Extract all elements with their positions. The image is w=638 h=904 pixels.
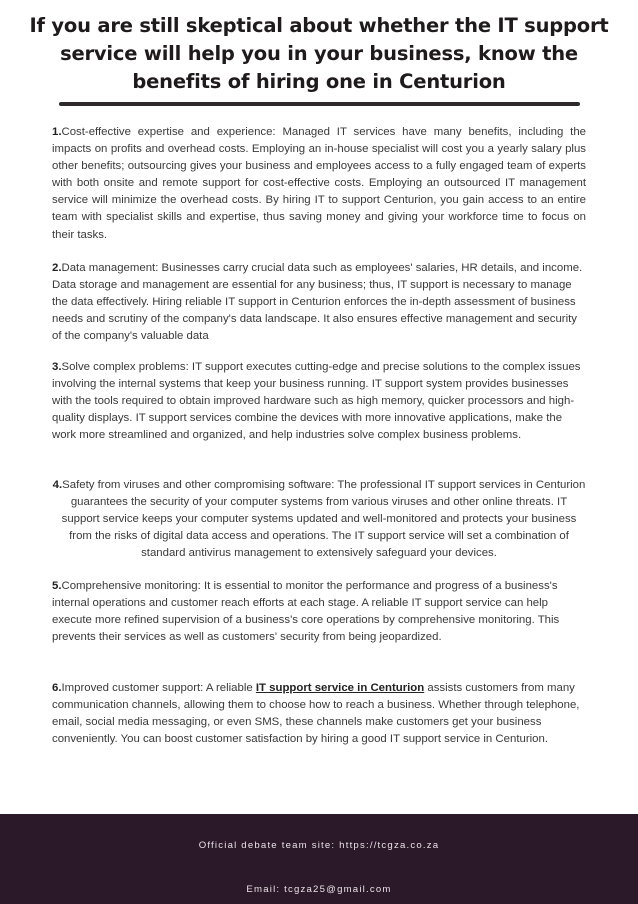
footer-email: Email: tcgza25@gmail.com [246, 884, 392, 895]
benefit-text: Data management: Businesses carry crucial data such as employees' salaries, HR details, and income. Data storage and management are essential for any business; thus, IT support is necessary to manage the data effectively. Hiring reliable IT support in Centurion enforces the in-depth assessment of business needs and scrutiny of the company's data landscape. It also ensures effective management and security of the company's valuable data [52, 262, 583, 343]
benefit-text: Cost-effective expertise and experience: Managed IT services have many benefits, including the impacts on profits and overhead costs. Employing an in-house specialist will cost you a yearly salary plus other benefits; outsourcing gives your business and employees access to a fully engaged team of experts with both onsite and remote support for cost-effective costs. Employing an outsourced IT management service will minimize the overhead costs. By hiring IT to support Centurion, you gain access to an entire team with specialist skills and expertise, thus saving money and giving your workforce time to focus on their tasks. [52, 126, 586, 241]
benefit-text: Safety from viruses and other compromising software: The professional IT support services in Centurion guarantees the security of your computer systems from various viruses and other online threats. IT support service keeps your computer systems updated and well-monitored and protects your business from the risks of digital data access and operations. The IT support service will set a combination of standard antivirus management to extensively safeguard your devices. [61, 479, 586, 560]
benefit-item-1 [52, 124, 586, 244]
page-title: If you are still skeptical about whether the IT support service will help you in your business, know the benefits of hiring one in Centurion [29, 14, 609, 93]
benefit-number: 1. [52, 126, 62, 138]
benefit-item-2 [52, 260, 586, 345]
benefit-number: 5. [52, 580, 62, 592]
benefit-text-after: assists customers from many communication channels, allowing them to choose how to reach a business. Whether through telephone, email, social media messaging, or even SMS, these channels make customers get your business conveniently. You can boost customer satisfaction by hiring a good IT support service in Centurion. [52, 682, 580, 746]
footer [0, 814, 638, 904]
benefit-number: 4. [52, 479, 63, 491]
benefit-item-3 [52, 359, 586, 444]
benefit-text: Solve complex problems: IT support executes cutting-edge and precise solutions to the complex issues involving the internal systems that keep your business running. IT support system provides businesses with the tools required to obtain improved hardware such as high memory, quicker processors and high-quality displays. IT support services combine the devices with more innovative applications, make the work more streamlined and organized, and help industries solve complex business problems. [52, 361, 581, 442]
title-divider [59, 102, 580, 106]
benefit-item-4 [52, 477, 586, 562]
benefit-number: 2. [52, 262, 62, 274]
benefit-number: 3. [52, 361, 62, 373]
it-support-service-link[interactable]: IT support service in Centurion [255, 682, 425, 694]
benefit-item-5 [52, 578, 586, 646]
benefit-text: Comprehensive monitoring: It is essential to monitor the performance and progress of a business's internal operations and customer reach efforts at each stage. A reliable IT support service can help execute more refined supervision of a business's core operations by comprehensive monitoring. This prevents their services as well as customers' security from being jeopardized. [52, 580, 560, 644]
benefit-text-before: Improved customer support: A reliable [61, 682, 256, 694]
benefit-number: 6. [52, 682, 62, 694]
footer-site: Official debate team site: https://tcgza.co.za [198, 840, 440, 851]
benefit-item-6 [52, 680, 586, 748]
